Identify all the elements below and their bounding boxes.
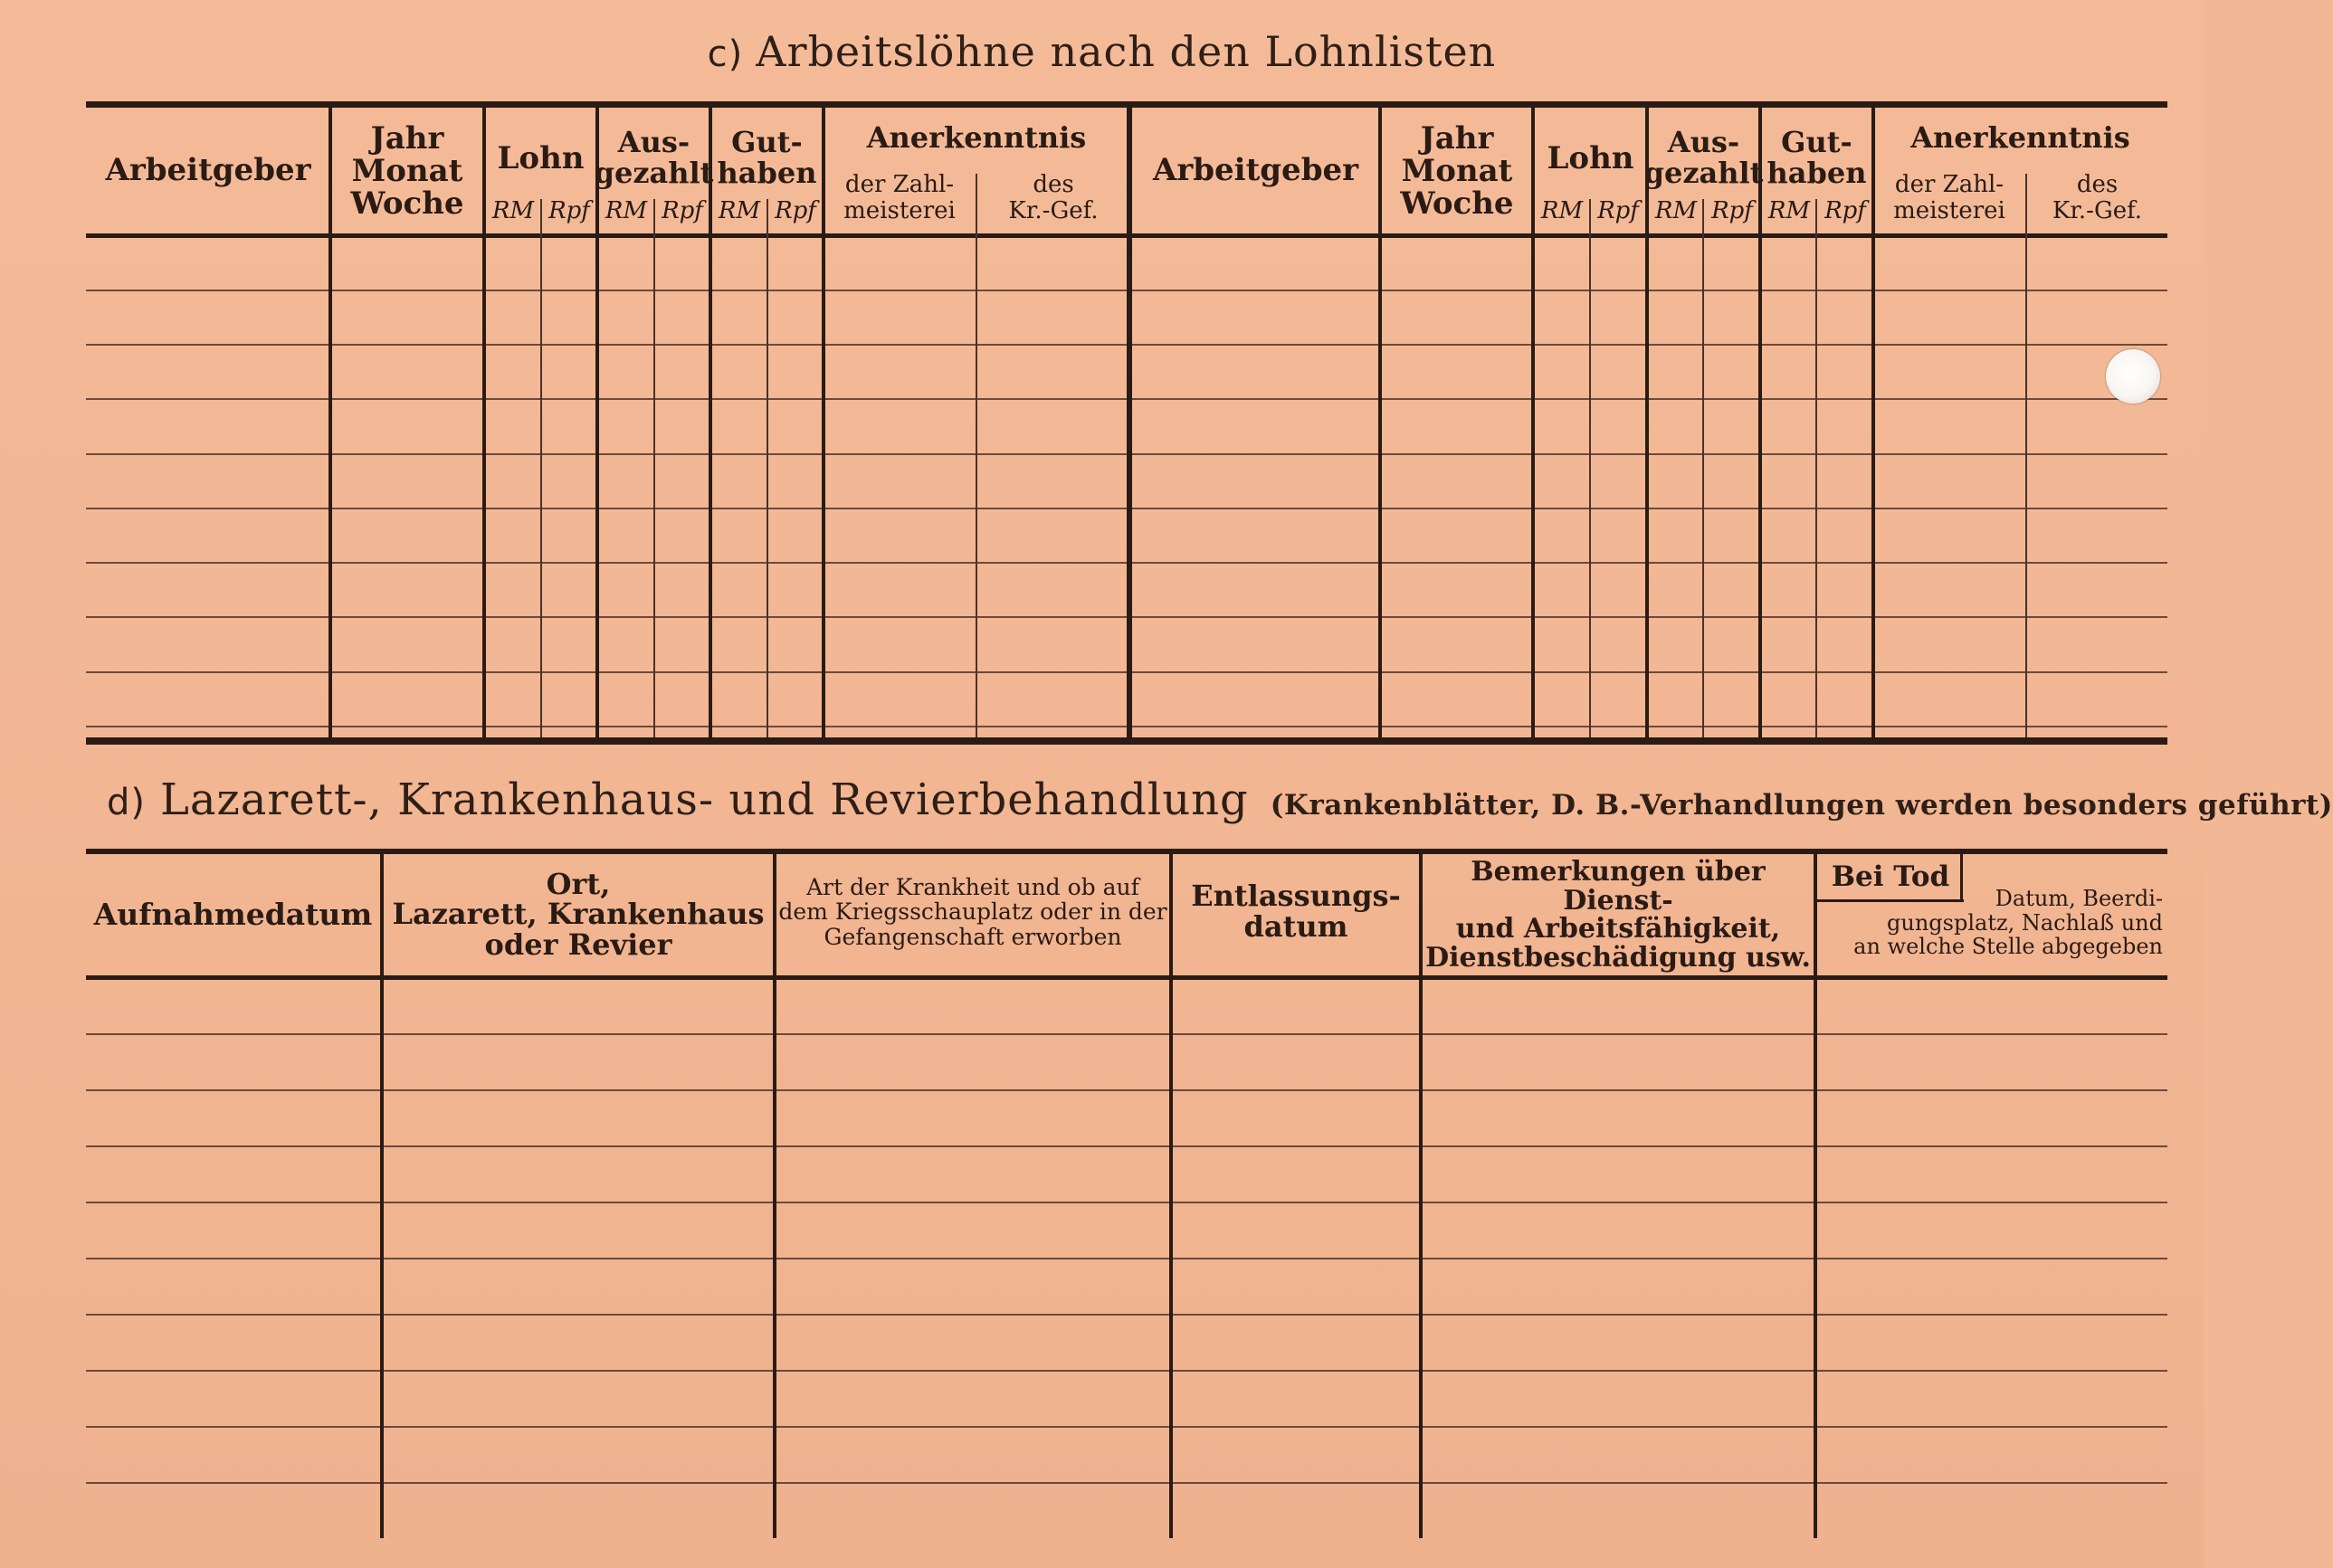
wage-table-subcolumn-rule (540, 199, 542, 737)
header-zahlmeisterei-1-right: der Zahl- (1894, 171, 2004, 199)
header-guthaben-1: Gut- (731, 125, 803, 160)
header-aufnahmedatum (86, 856, 380, 974)
wage-table-subcolumn-rule (1815, 199, 1817, 737)
header-ort-2: Lazarett, Krankenhaus (392, 897, 765, 932)
header-bemerkungen (1423, 856, 1814, 974)
header-bei-tod-text-2: gungsplatz, Nachlaß und (1887, 909, 2163, 936)
header-arbeitgeber-right (1131, 109, 1380, 233)
header-bei-tod-text-1: Datum, Beerdi- (1995, 886, 2163, 912)
header-ausgezahlt-1: Aus- (617, 125, 690, 160)
header-anerkenntnis-label: Anerkenntnis (866, 120, 1087, 156)
header-arbeitgeber-label-right: Arbeitgeber (1152, 152, 1359, 189)
header-lohn-right (1534, 116, 1647, 203)
header-bemerkungen-2: und Arbeitsfähigkeit, (1455, 913, 1781, 945)
punch-hole (2106, 349, 2160, 404)
header-krgef-1: des (1033, 171, 1074, 199)
wage-table-subcolumn-rule (767, 199, 768, 737)
header-bemerkungen-1: Bemerkungen über Dienst- (1471, 856, 1766, 917)
treatment-table-row-line (86, 1258, 2167, 1259)
wage-table-subcolumn-rule (653, 199, 655, 737)
header-jahr: Jahr (370, 120, 444, 157)
unit-rm-label: RM (491, 197, 535, 224)
treatment-table-row-line (86, 1089, 2167, 1091)
header-monat: Monat (351, 153, 463, 190)
unit-rpf-label: Rpf (775, 197, 816, 224)
header-zahlmeisterei-left (824, 166, 976, 230)
header-entlassung-2: datum (1243, 909, 1348, 944)
header-ausgezahlt-1-right: Aus- (1667, 125, 1740, 160)
treatment-table-row-line (86, 1426, 2167, 1428)
treatment-table-row-line (86, 1314, 2167, 1316)
unit-rpf-label: Rpf (1711, 197, 1753, 224)
header-lohn-label-right: Lohn (1547, 140, 1634, 177)
header-bei-tod-label: Bei Tod (1831, 860, 1950, 893)
header-bei-tod-text-3: an welche Stelle abgegeben (1853, 934, 2163, 960)
header-krankheit (776, 867, 1169, 957)
header-ort-1: Ort, (546, 866, 611, 901)
treatment-table-row-line (86, 1145, 2167, 1147)
header-guthaben-right (1760, 113, 1873, 204)
section-c-letter: c) (707, 33, 744, 75)
treatment-table-row-line (86, 1033, 2167, 1035)
header-guthaben-2-right: haben (1766, 156, 1867, 190)
header-bei-tod-text (1817, 878, 2170, 968)
header-entlassungsdatum (1173, 867, 1419, 957)
header-guthaben-left (710, 113, 824, 204)
header-woche: Woche (350, 185, 464, 222)
section-c-title (0, 27, 2204, 76)
treatment-table-header-rule (86, 975, 2167, 980)
header-krgef-2: Kr.-Gef. (1008, 197, 1099, 224)
header-krankheit-3: Gefangenschaft erworben (824, 923, 1122, 950)
header-zahlmeisterei-2: meisterei (843, 197, 956, 224)
header-zeit-left (331, 118, 483, 226)
header-anerkenntnis-label-right: Anerkenntnis (1910, 120, 2130, 156)
unit-rm-label: RM (605, 197, 648, 224)
wage-table-subcolumn-rule (1702, 199, 1704, 737)
wage-table-subcolumn-rule (976, 174, 977, 737)
header-bemerkungen-3: Dienstbeschädigung usw. (1425, 941, 1811, 974)
header-zeit-right (1381, 118, 1533, 226)
wage-table-subcolumn-rule (2025, 174, 2027, 737)
header-guthaben-2: haben (717, 156, 817, 190)
header-anerkenntnis-left (824, 116, 1129, 161)
unit-rm-label: RM (1767, 197, 1811, 224)
unit-rpf-label: Rpf (1824, 197, 1866, 224)
header-entlassung-1: Entlassungs- (1191, 879, 1401, 914)
header-guthaben-1-right: Gut- (1781, 125, 1852, 160)
header-lohn-label: Lohn (497, 140, 585, 177)
wage-table-top-rule (86, 101, 2167, 108)
section-d-heading: Lazarett-, Krankenhaus- und Revierbehandlung (160, 774, 1249, 825)
wage-table-bottom-rule (86, 737, 2167, 745)
header-zahlmeisterei-2-right: meisterei (1893, 197, 2005, 224)
header-ausgezahlt-2: gezahlt (594, 156, 714, 190)
header-ort (384, 860, 773, 970)
unit-rm-label: RM (1654, 197, 1698, 224)
header-lohn-left (484, 116, 597, 203)
section-c-heading: Arbeitslöhne nach den Lohnlisten (756, 27, 1497, 76)
header-arbeitgeber-label: Arbeitgeber (105, 152, 311, 189)
header-krankheit-2: dem Kriegsschauplatz oder in der (778, 898, 1167, 926)
unit-rm-label: RM (1540, 197, 1584, 224)
section-d-title (107, 774, 2333, 825)
treatment-table-row-line (86, 1202, 2167, 1203)
header-krgef-1-right: des (2076, 171, 2119, 199)
header-krgef-left (977, 166, 1129, 230)
header-woche-right: Woche (1400, 185, 1514, 222)
section-d-letter: d) (107, 782, 146, 823)
header-jahr-right: Jahr (1420, 120, 1494, 157)
header-zahlmeisterei-right (1873, 166, 2025, 230)
header-ausgezahlt-left (594, 113, 714, 204)
unit-rpf-label: Rpf (1597, 197, 1639, 224)
unit-rpf-label: Rpf (548, 197, 590, 224)
treatment-table-row-line (86, 1370, 2167, 1372)
treatment-table-row-line (86, 1482, 2167, 1484)
header-ort-3: oder Revier (484, 927, 672, 962)
header-ausgezahlt-2-right: gezahlt (1643, 156, 1764, 190)
section-d-note: (Krankenblätter, D. B.-Verhandlungen werden besonders geführt) (1270, 789, 2333, 822)
header-arbeitgeber-left (86, 109, 330, 233)
header-anerkenntnis-right (1873, 116, 2167, 161)
header-krgef-right (2027, 166, 2167, 230)
header-ausgezahlt-right (1643, 113, 1764, 204)
unit-rpf-label: Rpf (662, 197, 703, 224)
header-monat-right: Monat (1401, 153, 1513, 190)
wage-table-subcolumn-rule (1589, 199, 1591, 737)
header-aufnahmedatum-label: Aufnahmedatum (93, 896, 373, 932)
header-zahlmeisterei-1: der Zahl- (844, 171, 955, 199)
header-krgef-2-right: Kr.-Gef. (2052, 197, 2143, 224)
header-krankheit-1: Art der Krankheit und ob auf (806, 873, 1139, 900)
unit-rm-label: RM (718, 197, 761, 224)
